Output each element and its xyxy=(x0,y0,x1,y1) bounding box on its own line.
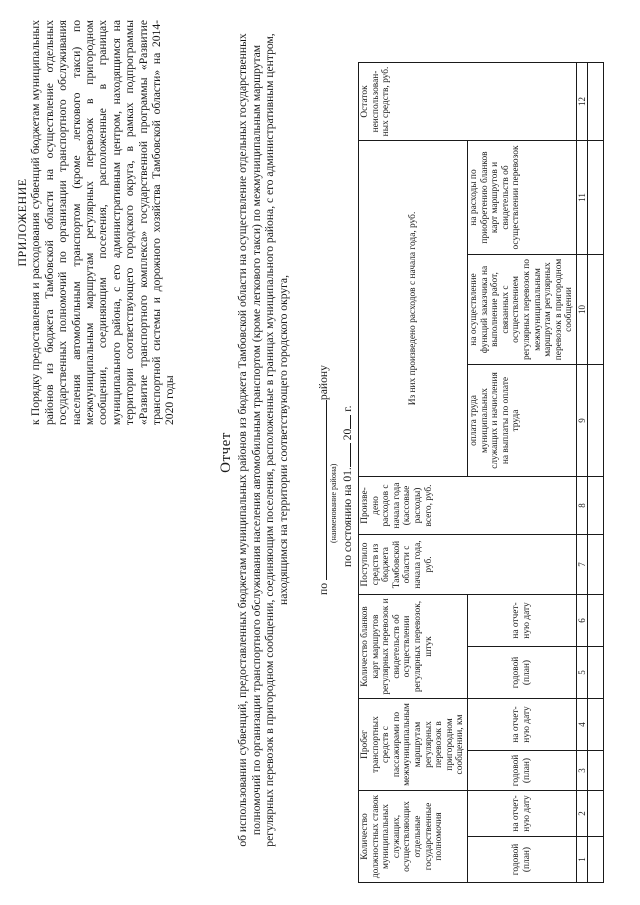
appendix-block xyxy=(16,20,177,425)
table-cell xyxy=(588,595,604,647)
header-expenses-total: Произве-дено расходов с начала года (кассовые расходы) всего, руб. xyxy=(359,477,577,535)
column-number: 12 xyxy=(576,63,588,141)
table-cell xyxy=(588,63,604,141)
table-cell xyxy=(588,255,604,365)
report-title: Отчет xyxy=(218,432,234,473)
table-cell xyxy=(588,365,604,477)
table-cell xyxy=(588,535,604,595)
column-number: 7 xyxy=(576,535,588,595)
header-vehicle-mileage: Пробег транспортных средств с пассажирами по межмуниципальным маршрутам регулярных перевозок в пригородном сообщении, км xyxy=(359,699,468,791)
header-remaining-funds: Остаток неиспользован-ных средств, руб. xyxy=(359,63,577,141)
column-number: 5 xyxy=(576,647,588,699)
report-table xyxy=(358,62,604,883)
column-number-row xyxy=(576,63,588,883)
header-blank-forms-count: Количество бланков карт маршрутов регулярных перевозок и свидетельств об осуществлении регулярных перевозок, штук xyxy=(359,595,468,699)
report-subtitle: об использовании субвенций, предоставленных бюджетам муниципальных районов из бюджета Тамбовской области на осуществление отдельных государственных полномочий по организации транспортного обслуживания населения автомобильным транспортом (кроме легкового такси) по межмуниципальным маршрутам регулярных перевозок в пригородном сообщении, соединяющим поселения, расположенные в границах муниципального района, с его административным центром, находящимся на территории соответствующего городского округа, xyxy=(236,33,290,847)
column-number: 10 xyxy=(576,255,588,365)
district-prefix: по xyxy=(317,582,330,595)
column-number: 1 xyxy=(576,837,588,883)
table-cell xyxy=(588,141,604,255)
header-to-date: на отчет-ную дату xyxy=(467,791,576,837)
date-month-blank xyxy=(339,443,351,467)
table-cell xyxy=(588,837,604,883)
district-suffix: району xyxy=(317,365,330,401)
column-number: 3 xyxy=(576,751,588,791)
table-cell xyxy=(588,791,604,837)
header-staff-salary: оплата труда муниципальных служащих и начисления на выплаты по оплате труда xyxy=(467,365,576,477)
header-funds-received: Поступило средств из бюджета Тамбовской области с начала года, руб. xyxy=(359,535,577,595)
district-line xyxy=(314,365,330,595)
date-prefix: по состоянию на 01. xyxy=(341,467,354,567)
column-number: 11 xyxy=(576,141,588,255)
date-year-blank xyxy=(339,415,351,429)
header-annual-plan: годовой (план) xyxy=(467,751,576,791)
appendix-heading: ПРИЛОЖЕНИЕ xyxy=(15,178,29,267)
table-cell xyxy=(588,477,604,535)
table-cell xyxy=(588,699,604,751)
table-cell xyxy=(588,751,604,791)
header-staff-positions: Количество должностных ставок муниципальных служащих, осуществляющих отдельные государственные полномочия xyxy=(359,791,468,883)
column-number: 6 xyxy=(576,595,588,647)
header-to-date: на отчет-ную дату xyxy=(467,699,576,751)
header-customer-functions: на осуществление функций заказчика на выполнение работ, связанных с осуществлением регулярных перевозок по межмуниципальным маршрутам регулярных перевозок в пригородном сообщении xyxy=(467,255,576,365)
header-blank-forms-purchase: на расходы по приобретению бланков карт маршрутов и свидетельств об осуществлении перевозок xyxy=(467,141,576,255)
header-row-1 xyxy=(359,63,468,883)
header-to-date: на отчет-ную дату xyxy=(467,595,576,647)
data-row-empty xyxy=(588,63,604,883)
header-expenses-breakdown: Из них произведено расходов с начала года, руб. xyxy=(359,141,468,477)
appendix-text: к Порядку предоставления и расходования субвенций бюджетам муниципальных районов из бюджета Тамбовской области на осуществление отдельных государственных полномочий по организации транспортного обслуживания населения автомобильным транспортом (кроме легкового такси) по межмуниципальным маршрутам регулярных перевозок в пригородном сообщении, соединяющим поселения, расположенные в границах муниципального района, с его административным центром, находящимся на территории соответствующего городского округа, в рамках подпрограммы «Развитие транспортного комплекса» государственной программы «Развитие транспортной системы и дорожного хозяйства Тамбовской области» на 2014-2020 годы xyxy=(29,20,177,425)
header-annual-plan: годовой (план) xyxy=(467,647,576,699)
date-line xyxy=(339,405,354,567)
header-annual-plan: годовой (план) xyxy=(467,837,576,883)
date-suffix: г. xyxy=(341,405,354,412)
table-cell xyxy=(588,647,604,699)
district-blank xyxy=(314,400,327,580)
column-number: 9 xyxy=(576,365,588,477)
column-number: 8 xyxy=(576,477,588,535)
header-row-2 xyxy=(467,63,576,883)
column-number: 4 xyxy=(576,699,588,751)
column-number: 2 xyxy=(576,791,588,837)
district-hint: (наименование района) xyxy=(329,463,338,543)
date-year: 20 xyxy=(341,428,354,441)
